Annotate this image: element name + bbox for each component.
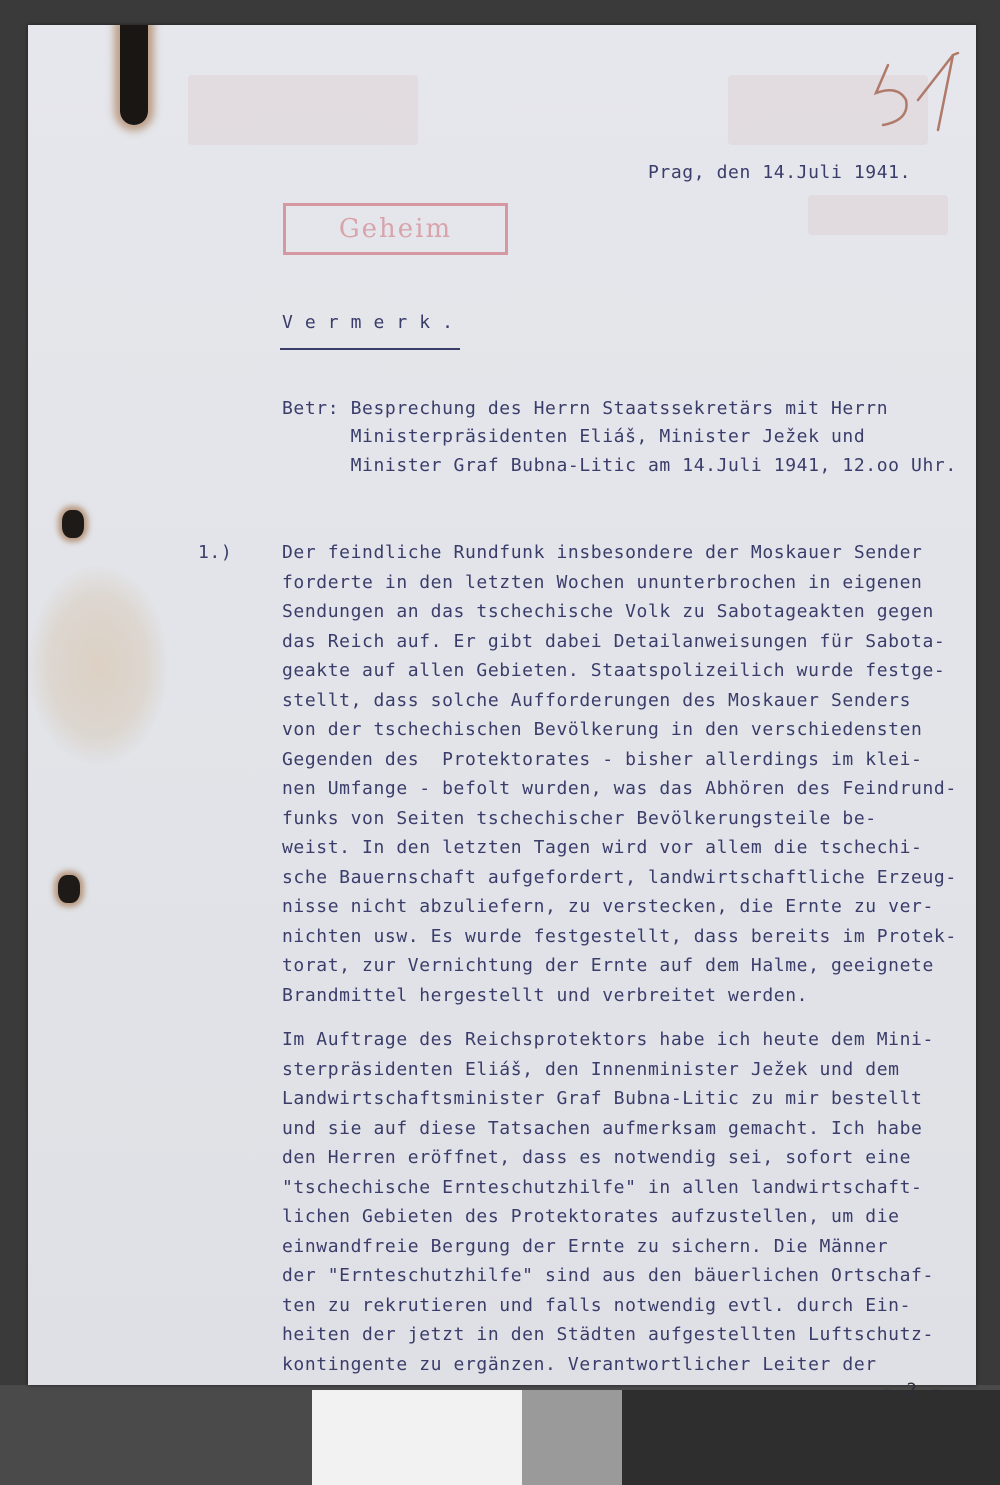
paragraph-line: Landwirtschaftsminister Graf Bubna-Litic zu mir bestellt [282, 1088, 923, 1109]
document-page [28, 25, 976, 1385]
paragraph-line: stellt, dass solche Aufforderungen des Moskauer Senders [282, 689, 912, 711]
paragraph-line: Gegenden des Protektorates - bisher allerdings im klei- [282, 748, 923, 770]
secret-stamp [283, 203, 508, 255]
paragraph-line: Sendungen an das tschechische Volk zu Sabotageakten gegen [282, 601, 934, 622]
paragraph-line: forderte in den letzten Wochen ununterbrochen in eigenen [282, 571, 923, 593]
section-number: 1.) [198, 542, 233, 563]
paragraph-line: weist. In den letzten Tagen wird vor allem die tschechi- [282, 837, 923, 858]
paragraph-line: ten zu rekrutieren und falls notwendig evtl. durch Ein- [282, 1294, 912, 1316]
paragraph-line: torat, zur Vernichtung der Ernte auf dem Halme, geeignete [282, 955, 934, 976]
subject-line: Minister Graf Bubna-Litic am 14.Juli 1941, 12.oo Uhr. [282, 455, 957, 476]
scan-color-strip-dark [622, 1390, 1000, 1485]
paragraph-line: nen Umfange - befolt wurden, was das Abhören des Feindrund- [282, 778, 957, 799]
paragraph-line: von der tschechischen Bevölkerung in den verschiedensten [282, 719, 923, 740]
paragraph-line: Brandmittel hergestellt und verbreitet werden. [282, 984, 809, 1006]
punch-hole [62, 510, 84, 538]
show-through-stamp [188, 75, 418, 145]
scan-color-strip-grey [522, 1390, 622, 1485]
page-continuation-marker: - 2 - [882, 1380, 944, 1400]
paragraph-line: nisse nicht abzuliefern, zu verstecken, die Ernte zu ver- [282, 896, 934, 917]
show-through-stamp [808, 195, 948, 235]
paragraph-line: geakte auf allen Gebieten. Staatspolizeilich wurde festge- [282, 660, 946, 681]
paragraph-line: lichen Gebieten des Protektorates aufzustellen, um die [282, 1206, 900, 1227]
paragraph-line: Im Auftrage des Reichsprotektors habe ich heute dem Mini- [282, 1029, 934, 1050]
handwritten-folio-number [858, 35, 976, 145]
subject-line: Betr: Besprechung des Herrn Staatssekretärs mit Herrn [282, 398, 889, 419]
paragraph-line: sterpräsidenten Eliáš, den Innenminister Ježek und dem [282, 1058, 900, 1080]
date-line: Prag, den 14.Juli 1941. [648, 162, 912, 183]
paragraph-line: funks von Seiten tschechischer Bevölkerungsteile be- [282, 807, 877, 829]
paragraph-line: und sie auf diese Tatsachen aufmerksam gemacht. Ich habe [282, 1117, 923, 1139]
secret-stamp-text: Geheim [338, 214, 453, 244]
paragraph-line: kontingente zu ergänzen. Verantwortlicher Leiter der [282, 1353, 877, 1375]
punch-hole [58, 875, 80, 903]
scan-color-strip-white [312, 1390, 522, 1485]
binding-slot [120, 25, 148, 125]
paragraph-line: den Herren eröffnet, dass es notwendig sei, sofort eine [282, 1147, 912, 1168]
paragraph-line: "tschechische Ernteschutzhilfe" in allen landwirtschaft- [282, 1176, 923, 1198]
title-underline [280, 348, 460, 350]
paragraph-line: einwandfreie Bergung der Ernte zu sichern. Die Männer [282, 1235, 889, 1257]
paragraph-line: nichten usw. Es wurde festgestellt, dass bereits im Protek- [282, 925, 957, 947]
subject-line: Ministerpräsidenten Eliáš, Minister Ježek und [282, 426, 866, 447]
water-stain [28, 565, 168, 765]
memo-title: V e r m e r k . [282, 312, 454, 333]
paragraph-line: der "Ernteschutzhilfe" sind aus den bäuerlichen Ortschaf- [282, 1265, 934, 1286]
paragraph-line: heiten der jetzt in den Städten aufgestellten Luftschutz- [282, 1324, 934, 1345]
paragraph-line: das Reich auf. Er gibt dabei Detailanweisungen für Sabota- [282, 630, 946, 652]
paragraph-line: sche Bauernschaft aufgefordert, landwirtschaftliche Erzeug- [282, 866, 957, 888]
paragraph-line: Der feindliche Rundfunk insbesondere der Moskauer Sender [282, 542, 923, 563]
